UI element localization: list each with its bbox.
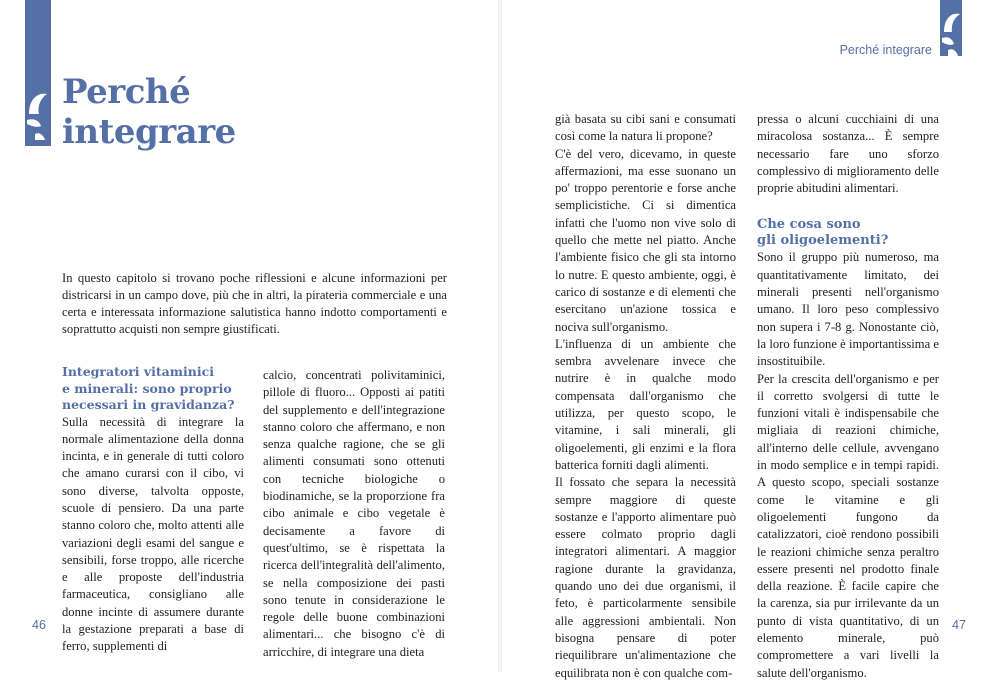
column-3 bbox=[555, 111, 736, 682]
leaf-motif-icon bbox=[25, 84, 51, 144]
body-text: Sulla necessità di integrare la normale alimentazione della donna incinta, e in generale di tutti coloro che amano curarsi con il cibo, vi sono diverse, talvolta opposte, scuole di pensiero. Da una parte stanno coloro che, molto attenti alle variazioni degli esami del sangue e sensibili, forse troppo, alle ricerche e alle proposte dell'industria farmaceutica, consigliano alle donne incinte di assumere durante la gestazione preparati a base di ferro, supplementi di bbox=[62, 414, 244, 654]
running-head: Perché integrare bbox=[839, 43, 932, 57]
paragraph: già basata su cibi sani e consumati così come la natura li propone? bbox=[555, 112, 736, 144]
column-1 bbox=[62, 364, 244, 656]
decorative-band-left bbox=[25, 0, 51, 146]
left-page bbox=[0, 0, 500, 672]
paragraph: Sono il gruppo più numeroso, ma quantitativamente limitato, dei minerali presenti nell'organismo umano. Il loro peso complessivo non supera i 7-8 g. Nonostante ciò, la loro funzione è importantissima e insostituibile. bbox=[757, 250, 939, 369]
decorative-band-right bbox=[940, 0, 962, 56]
section-heading: Che cosa sono gli oligoelementi? bbox=[757, 217, 889, 249]
paragraph: C'è del vero, dicevamo, in queste affermazioni, ma esse suonano un po' troppo perentorie e forse anche semplicistiche. Ci si dimentica infatti che l'uomo non vive solo di quello che mette nel piatto. Anche l'ambiente fisico che gli sta intorno lo nutre. E questo ambiente, oggi, è carico di sostanze e di elementi che esercitano un'azione tossica e nociva sull'organismo. bbox=[555, 146, 736, 334]
page-title: Perché integrare bbox=[62, 72, 236, 152]
body-text: calcio, concentrati polivitaminici, pillole di fluoro... Opposti ai patiti del supplemento e dell'integrazione stanno coloro che affermano, e non senza qualche ragione, che se gli alimenti consumati sono ottenuti con tecniche biologiche o biodinamiche, se la proporzione fra cibo animale e cibo vegetale è decisamente a favore di quest'ultimo, se è rispettata la ricerca dell'integralità dell'alimento, se nella composizione dei pasti sono tenute in considerazione le regole delle buone combinazioni alimentari... che bisogno c'è di arricchire, di integrare una dieta bbox=[263, 368, 445, 659]
right-page bbox=[500, 0, 1000, 680]
paragraph: Il fossato che separa la necessità sempre maggiore di queste sostanze e l'apporto alimentare può essere colmato proprio dagli integratori alimentari. A maggior ragione durante la gravidanza, quando uno dei due organismi, il feto, è particolarmente sensibile alle aggressioni ambientali. Non bisogna pensare di poter riequilibrare un'alimentazione che equilibrata non è con qualche com- bbox=[555, 475, 736, 680]
paragraph: Per la crescita dell'organismo e per il corretto svolgersi di tutte le funzioni vitali è indispensabile che migliaia di reazioni chimiche, all'interno delle cellule, avvengano in modo semplice e in tempi rapidi. A questo scopo, speciali sostanze come le vitamine e gli oligoelementi fungono da catalizzatori, cioè rendono possibili le reazioni chimiche senza peraltro essere presenti nel prodotto finale della reazione. È facile capire che la carenza, sia pur irrilevante da un punto di vista quantitativo, di un elemento minerale, può compromettere a vari livelli la salute dell'organismo. bbox=[757, 371, 939, 680]
column-2 bbox=[263, 367, 445, 661]
page-number: 47 bbox=[952, 618, 966, 632]
column-4 bbox=[757, 111, 939, 682]
book-gutter bbox=[498, 0, 502, 672]
page-number: 46 bbox=[32, 618, 46, 632]
intro-paragraph: In questo capitolo si trovano poche riflessioni e alcune informazioni per districarsi in un campo dove, più che in altri, la pirateria commerciale e una certa e interessata informazione salutistica hanno indotto comportamenti e soprattutto acquisti non sempre giustificati. bbox=[62, 271, 447, 336]
paragraph: L'influenza di un ambiente che sembra avvelenare invece che nutrire è in qualche modo compensata dall'organismo che utilizza, per questo scopo, le vitamine, i sali minerali, gli oligoelementi, gli enzimi e la flora batterica forniti dagli alimenti. bbox=[555, 336, 736, 472]
paragraph: pressa o alcuni cucchiaini di una miracolosa sostanza... È sempre necessario fare uno sforzo complessivo di miglioramento delle proprie abitudini alimentari. bbox=[757, 112, 939, 196]
section-heading: Integratori vitaminici e minerali: sono proprio necessari in gravidanza? bbox=[62, 364, 235, 412]
leaf-motif-icon bbox=[940, 2, 962, 62]
